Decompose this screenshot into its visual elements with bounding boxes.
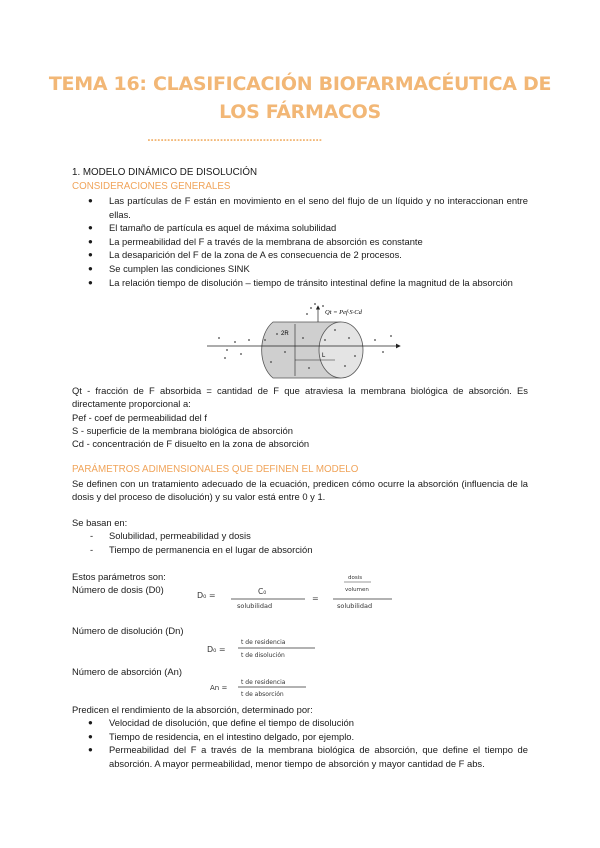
definition-pef: Pef - coef de permeabilidad del f (72, 412, 207, 423)
list-item: ● La desaparición del F de la zona de A es consecuencia de 2 procesos. (72, 248, 528, 262)
title-line-2: LOS FÁRMACOS (219, 101, 381, 123)
list-item: ● Permeabilidad del F a través de la membrana biológica de absorción, que define el tiempo de absorción. A mayor permeabilidad, menor tiempo de absorción y mayor cantidad de F abs. (72, 743, 528, 770)
d0-denominator: solubilidad (237, 602, 273, 610)
list-item: ● El tamaño de partícula es aquel de máxima solubilidad (72, 221, 528, 235)
performance-intro: Predicen el rendimiento de la absorción, determinado por: (72, 704, 313, 715)
dissolution-number-formula (205, 632, 325, 666)
an-numerator: t de residencia (241, 679, 286, 686)
list-item: - Solubilidad, permeabilidad y dosis (72, 529, 528, 543)
an-lhs: An = (210, 684, 228, 692)
d0-lhs: D₀ = (197, 591, 216, 600)
d0-equals: = (312, 594, 319, 603)
definition-qt: Qt - fracción de F absorbida = cantidad de F que atraviesa la membrana biológica de absorción. Es directamente proporcional a: (72, 385, 528, 410)
d0-volume: volumen (345, 587, 369, 593)
title-line-1: TEMA 16: CLASIFICACIÓN BIOFARMACÉUTICA DE (48, 73, 552, 95)
flux-formula: Qt = Pef·S·Cd (325, 309, 362, 316)
list-item: ● Velocidad de disolución, que define el tiempo de disolución (72, 716, 528, 730)
absorption-number-label: Número de absorción (An) (72, 666, 182, 677)
absorption-number-formula (208, 674, 318, 704)
label-2r: 2R (281, 331, 289, 337)
subheading-considerations: CONSIDERACIONES GENERALES (72, 181, 231, 192)
dn-numerator: t de residencia (241, 639, 286, 646)
cylinder-end (319, 322, 363, 378)
list-item: ● Tiempo de residencia, en el intestino delgado, por ejemplo. (72, 730, 528, 744)
list-item: ● La relación tiempo de disolución – tiempo de tránsito intestinal define la magnitud de la absorción (72, 276, 528, 290)
dose-number-formula (195, 570, 400, 616)
label-l: L (322, 353, 326, 359)
list-item: ● La permeabilidad del F a través de la membrana de absorción es constante (72, 235, 528, 249)
list-item: ● Se cumplen las condiciones SINK (72, 262, 528, 276)
performance-list (72, 716, 528, 770)
dn-denominator: t de disolución (241, 652, 285, 659)
list-item: - Tiempo de permanencia en el lugar de absorción (72, 543, 528, 557)
d0-numerator: C₀ (258, 587, 267, 596)
definition-cd: Cd - concentración de F disuelto en la zona de absorción (72, 438, 310, 449)
parameters-label: Estos parámetros son: (72, 571, 166, 582)
dissolution-number-label: Número de disolución (Dn) (72, 625, 184, 636)
dn-lhs: D₀ = (207, 645, 226, 654)
considerations-list (72, 194, 528, 289)
subheading-parameters: PARÁMETROS ADIMENSIONALES QUE DEFINEN EL MODELO (72, 464, 359, 475)
based-on-label: Se basan en: (72, 517, 128, 528)
d0-dose: dosis (348, 575, 363, 581)
intestine-cylinder-diagram (205, 300, 405, 380)
title-underline: ..................................................... (147, 133, 322, 144)
an-denominator: t de absorción (241, 691, 284, 698)
d0-denominator-2: solubilidad (337, 602, 373, 610)
list-item: ● Las partículas de F están en movimiento en el seno del flujo de un líquido y no interaccionan entre ellas. (72, 194, 528, 221)
section-heading-model: 1. MODELO DINÁMICO DE DISOLUCIÓN (72, 167, 258, 178)
definition-s: S - superficie de la membrana biológica de absorción (72, 425, 293, 436)
dose-number-label: Número de dosis (D0) (72, 584, 164, 595)
parameters-intro: Se definen con un tratamiento adecuado de la ecuación, predicen cómo ocurre la absorción (influencia de la dosis y del proceso de disolución) y su valor está entre 0 y 1. (72, 478, 528, 503)
based-on-list (72, 529, 528, 557)
